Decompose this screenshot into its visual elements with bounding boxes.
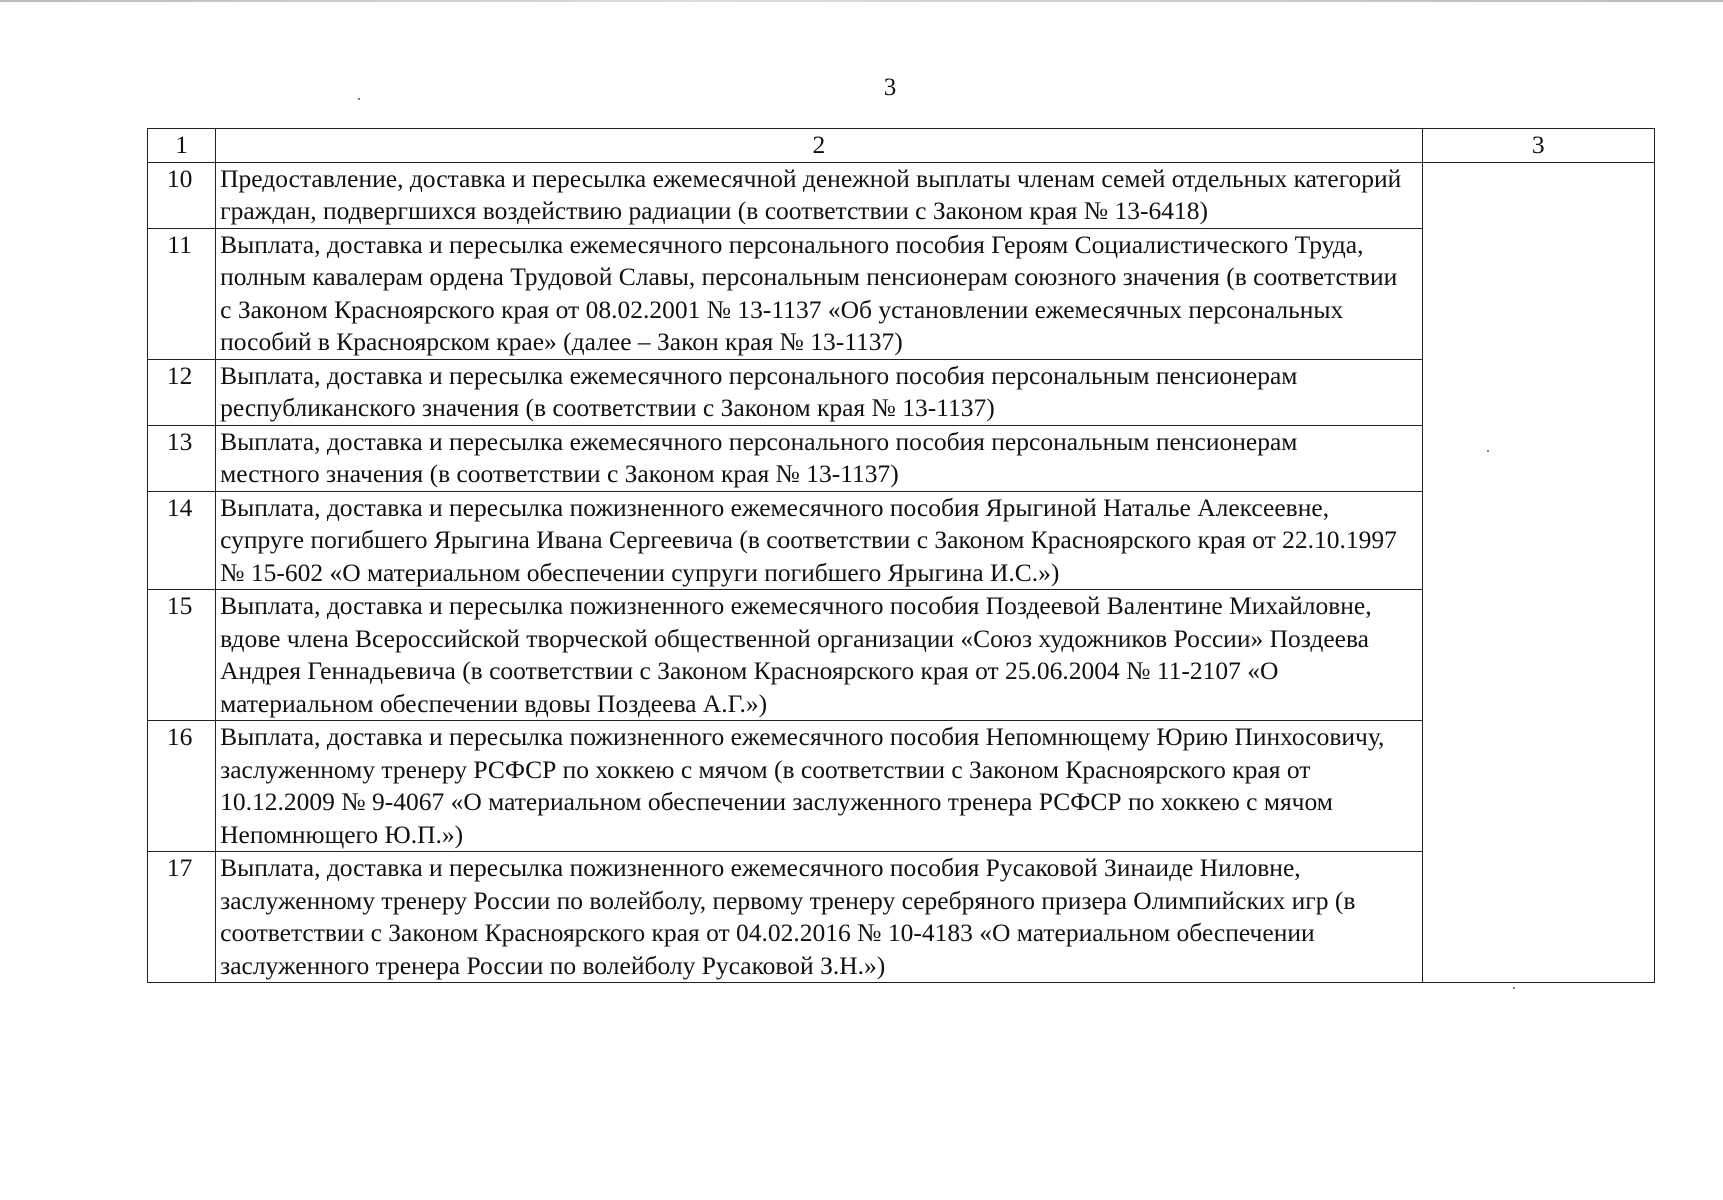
row-description: Выплата, доставка и пересылка пожизненного ежемесячного пособия Ярыгиной Наталье Алексеевне, супруге погибшего Ярыгина Ивана Сергеевича (в соответствии с Законом Красноярского края от 22.10.1997 № 15-602 «О материальном обеспечении супруги погибшего Ярыгина И.С.») bbox=[216, 491, 1422, 590]
row-number: 11 bbox=[148, 228, 216, 359]
row-number: 17 bbox=[148, 852, 216, 983]
column-3-merged-cell bbox=[1422, 162, 1654, 983]
scan-speck bbox=[1487, 450, 1489, 452]
column-header-2: 2 bbox=[216, 129, 1422, 163]
page-number: 3 bbox=[883, 74, 897, 101]
row-description: Выплата, доставка и пересылка пожизненного ежемесячного пособия Русаковой Зинаиде Ниловне, заслуженному тренеру России по волейболу, первому тренеру серебряного призера Олимпийских игр (в соответствии с Законом Красноярского края от 04.02.2016 № 10-4183 «О материальном обеспечении заслуженного тренера России по волейболу Русаковой З.Н.») bbox=[216, 852, 1422, 983]
row-description: Выплата, доставка и пересылка ежемесячного персонального пособия Героям Социалистического Труда, полным кавалерам ордена Трудовой Славы, персональным пенсионерам союзного значения (в соответствии с Законом Красноярского края от 08.02.2001 № 13-1137 «Об установлении ежемесячных персональных пособий в Красноярском крае» (далее – Закон края № 13-1137) bbox=[216, 228, 1422, 359]
row-number: 12 bbox=[148, 359, 216, 425]
table-row bbox=[148, 162, 1655, 228]
row-number: 10 bbox=[148, 162, 216, 228]
row-number: 16 bbox=[148, 721, 216, 852]
scan-speck bbox=[358, 98, 360, 100]
document-table bbox=[147, 128, 1655, 983]
row-number: 15 bbox=[148, 590, 216, 721]
row-description: Выплата, доставка и пересылка пожизненного ежемесячного пособия Поздеевой Валентине Михайловне, вдове члена Всероссийской творческой общественной организации «Союз художников России» Поздеева Андрея Геннадьевича (в соответствии с Законом Красноярского края от 25.06.2004 № 11-2107 «О материальном обеспечении вдовы Поздеева А.Г.») bbox=[216, 590, 1422, 721]
scan-speck bbox=[1513, 987, 1515, 989]
column-header-3: 3 bbox=[1422, 129, 1654, 163]
row-description: Предоставление, доставка и пересылка ежемесячной денежной выплаты членам семей отдельных категорий граждан, подвергшихся воздействию радиации (в соответствии с Законом края № 13-6418) bbox=[216, 162, 1422, 228]
row-description: Выплата, доставка и пересылка пожизненного ежемесячного пособия Непомнющему Юрию Пинхосовичу, заслуженному тренеру РСФСР по хоккею с мячом (в соответствии с Законом Красноярского края от 10.12.2009 № 9-4067 «О материальном обеспечении заслуженного тренера РСФСР по хоккею с мячом Непомнющего Ю.П.») bbox=[216, 721, 1422, 852]
table-header-row bbox=[148, 129, 1655, 163]
row-description: Выплата, доставка и пересылка ежемесячного персонального пособия персональным пенсионерам местного значения (в соответствии с Законом края № 13-1137) bbox=[216, 425, 1422, 491]
scan-edge-line bbox=[0, 0, 1723, 2]
column-header-1: 1 bbox=[148, 129, 216, 163]
row-number: 14 bbox=[148, 491, 216, 590]
row-number: 13 bbox=[148, 425, 216, 491]
row-description: Выплата, доставка и пересылка ежемесячного персонального пособия персональным пенсионерам республиканского значения (в соответствии с Законом края № 13-1137) bbox=[216, 359, 1422, 425]
